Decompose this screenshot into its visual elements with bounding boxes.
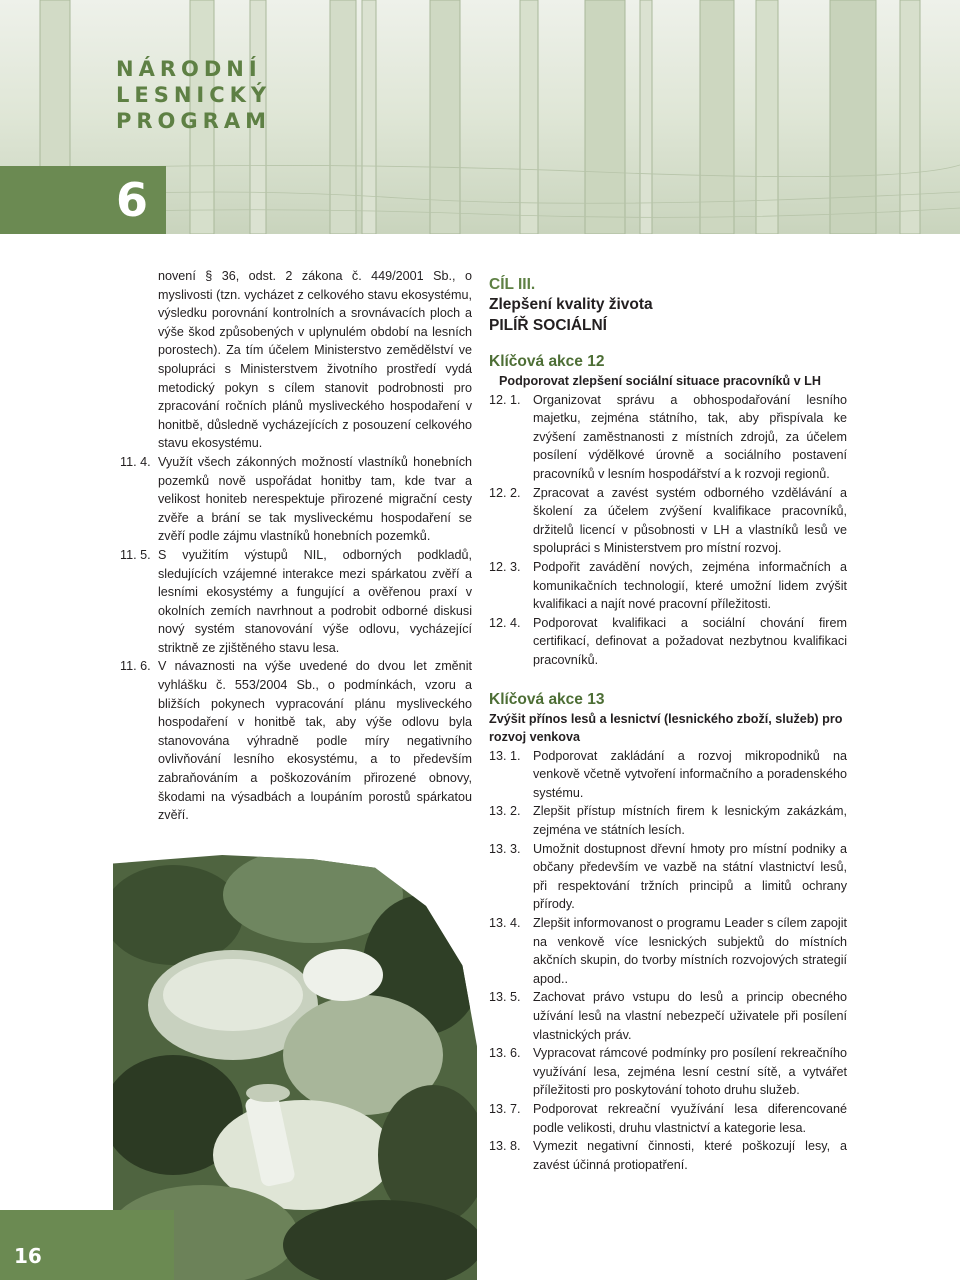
goal-title: Zlepšení kvality života	[489, 296, 653, 313]
item-number: 13. 8.	[489, 1139, 521, 1154]
list-item	[489, 840, 847, 914]
continuation-paragraph: novení § 36, odst. 2 zákona č. 449/2001 Sb., o myslivosti (tzn. vycházet z celkového stavu ekosystému, výsledku porovnání kontrolních a srovnávacích ploch a výše škod způsobených v uplynulém období na lesních porostech). Za tím účelem Ministerstvo zemědělství ve spolupráci s Ministerstvem životního prostředí vydá metodický pokyn s cílem stanovit podrobnosti pro zpracování ročních plánů mysliveckého hospodaření v honitbě, důsledně vycházejících z posouzení celkového stavu ekosystému.	[158, 269, 472, 451]
item-number: 13. 5.	[489, 990, 521, 1005]
item-text: Zachovat právo vstupu do lesů a princip obecného užívání lesů na vlastní nebezpečí uživatele při posílení vlastnických práv.	[533, 990, 847, 1042]
item-number: 13. 7.	[489, 1101, 521, 1116]
page-number: 16	[14, 1244, 42, 1268]
item-text: S využitím výstupů NIL, odborných podkladů, sledujících vzájemné interakce mezi spárkatou zvěří a lesními ekosystémy a fungující a ověřenou praxí v okolních zemích navrhnout a podrobit odborné diskusi nový systém stanovování výše odlovu, vycházející striktně ze zjištěného stavu lesa.	[158, 547, 472, 655]
item-text: Zpracovat a zavést systém odborného vzdělávání a školení za účelem zvýšení kvalifikace pracovníků, držitelů licencí v působnosti v LH a vlastníků lesů ve spolupráci s Ministerstvem pro místní rozvoj.	[533, 485, 847, 556]
list-item	[489, 558, 847, 614]
brand-line-2: LESNICKÝ	[116, 83, 272, 107]
item-number: 12. 4.	[489, 615, 521, 630]
item-number: 13. 6.	[489, 1046, 521, 1061]
list-item	[489, 1044, 847, 1100]
list-item	[489, 614, 847, 670]
list-item	[489, 484, 847, 558]
key-action-13-title: Klíčová akce 13	[489, 690, 605, 708]
list-item	[489, 391, 847, 484]
item-text: Vypracovat rámcové podmínky pro posílení rekreačního využívání lesa, zejména lesní cestní sítě, a vytvářet příležitosti pro poskytování tohoto druhu služeb.	[533, 1046, 847, 1098]
item-number: 12. 1.	[489, 392, 521, 407]
item-text: Organizovat správu a obhospodařování lesního majetku, zejména státního, tak, aby přispívala ke zvýšení zaměstnanosti z místních zdrojů, za účelem posílení výdělkové úrovně a sociálního postavení pracovníků v lesním hospodářství a k rozvoji regionů.	[533, 392, 847, 481]
item-text: Vymezit negativní činnosti, které poškozují lesy, a zavést účinná protiopatření.	[533, 1139, 847, 1172]
item-number: 12. 2.	[489, 485, 521, 500]
list-item	[489, 914, 847, 988]
item-number: 13. 4.	[489, 916, 521, 931]
list-item	[489, 1100, 847, 1137]
item-number: 13. 1.	[489, 748, 521, 763]
header-banner	[0, 0, 960, 234]
list-item	[120, 453, 472, 546]
key-action-12-title: Klíčová akce 12	[489, 353, 605, 370]
item-number: 13. 2.	[489, 804, 521, 819]
chapter-number: 6	[116, 173, 149, 227]
list-item	[120, 546, 472, 658]
goal-label: CÍL III.	[489, 276, 536, 293]
item-number: 11. 4.	[120, 454, 151, 469]
item-text: Podporovat kvalifikaci a sociální chování firem certifikací, definovat a požadovat nezbytnou kvalifikaci pracovníků.	[533, 615, 847, 667]
right-column	[489, 275, 847, 1174]
list-item	[489, 988, 847, 1044]
program-logo-text	[116, 56, 271, 134]
item-number: 11. 6.	[120, 659, 151, 674]
key-action-13-subtitle: Zvýšit přínos lesů a lesnictví (lesnického zboží, služeb) pro rozvoj venkova	[489, 711, 843, 745]
item-number: 12. 3.	[489, 559, 521, 574]
item-text: Podporovat zakládání a rozvoj mikropodniků na venkově včetně vytvoření informačního a poradenského systému.	[533, 748, 847, 800]
left-column	[120, 267, 472, 825]
key-action-12-subtitle: Podporovat zlepšení sociální situace pracovníků v LH	[499, 374, 821, 388]
list-item	[489, 747, 847, 803]
list-item	[489, 1137, 847, 1174]
item-text: Umožnit dostupnost dřevní hmoty pro místní podniky a občany především ve vazbě na státní vlastnictví lesů, při respektování tržních principů a limitů ochrany přírody.	[533, 841, 847, 912]
item-text: V návaznosti na výše uvedené do dvou let změnit vyhlášku č. 553/2004 Sb., o podmínkách, vzoru a bližších pokynech vypracování plánu mysliveckého hospodaření v honitbě tak, aby výše odlovu byla stanovována výhradně podle míry negativního ovlivňování lesního ekosystému, a to především zabraňováním a poškozováním přirozené obnovy, škodami na výsadbách a loupáním porostů spárkatou zvěří.	[158, 659, 472, 823]
item-text: Zlepšit informovanost o programu Leader s cílem zapojit na venkově více lesnických subjektů do místních akčních skupin, do tvorby místních rozvojových strategií apod..	[533, 916, 847, 986]
list-item	[120, 657, 472, 824]
item-number: 13. 3.	[489, 841, 521, 856]
brand-line-3: PROGRAM	[116, 109, 271, 133]
item-text: Podporovat rekreační využívání lesa diferencované podle velikosti, druhu vlastnictví a kategorie lesa.	[533, 1101, 847, 1135]
item-text: Využít všech zákonných možností vlastníků honebních pozemků nově uspořádat honitby tam, kde tvar a velikost honiteb nerespektuje přirozené migrační cesty zvěře a brání se tak mysliveckému hospodaření se zvěří podle zájmu vlastníků honebních pozemků.	[158, 454, 472, 544]
list-item	[489, 802, 847, 839]
item-text: Podpořit zavádění nových, zejména informačních a komunikačních technologií, které umožní lidem zvýšit kvalifikaci a najít nové pracovní příležitosti.	[533, 559, 847, 612]
pillar-title: PILÍŘ SOCIÁLNÍ	[489, 317, 607, 334]
item-number: 11. 5.	[120, 547, 151, 562]
item-text: Zlepšit přístup místních firem k lesnickým zakázkám, zejména ve státních lesích.	[533, 804, 847, 838]
brand-line-1: NÁRODNÍ	[116, 57, 262, 81]
